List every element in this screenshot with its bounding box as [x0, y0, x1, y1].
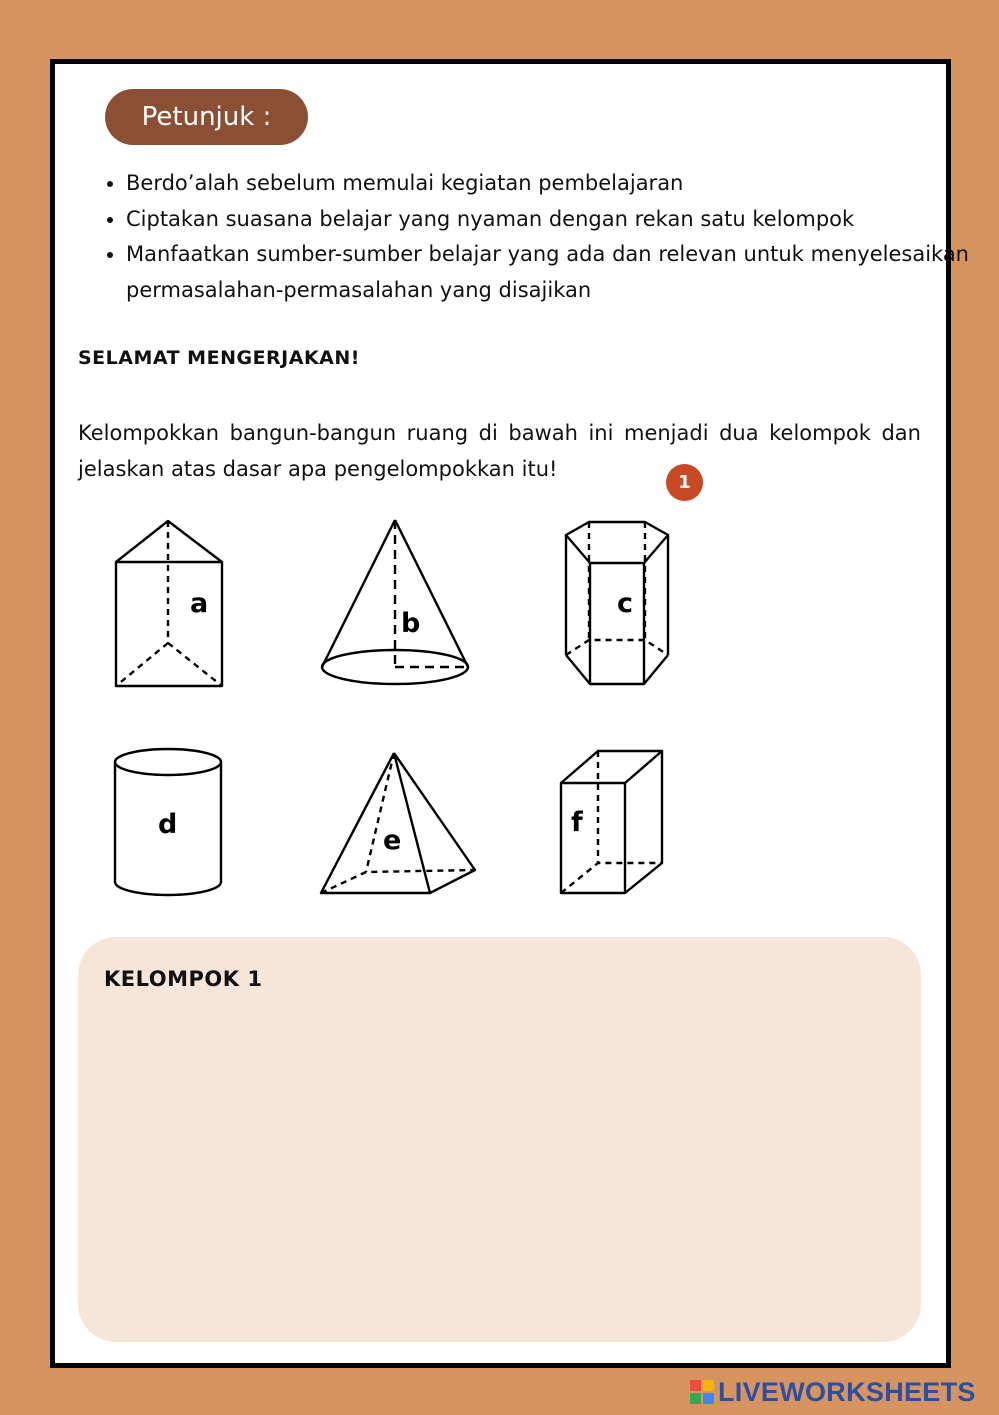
liveworksheets-logo-icon	[690, 1380, 714, 1404]
answer-box[interactable]	[78, 937, 921, 1342]
shape-label-b: b	[401, 608, 421, 639]
worksheet-page	[50, 59, 969, 1368]
instruction-item: • Manfaatkan sumber-sumber belajar yang ada dan relevan untuk menyelesaikan permasalahan-permasalahan yang disajikan	[126, 237, 969, 308]
shape-label-e: e	[383, 825, 402, 856]
question-number-badge: 1	[666, 464, 703, 501]
instruction-item: • Berdo’alah sebelum memulai kegiatan pembelajaran	[126, 166, 969, 202]
greeting-text: SELAMAT MENGERJAKAN!	[78, 347, 360, 369]
shape-label-a: a	[190, 588, 209, 619]
solid-figures	[55, 64, 946, 964]
task-text: Kelompokkan bangun-bangun ruang di bawah ini menjadi dua kelompok dan jelaskan atas dasar apa pengelompokkan itu!	[78, 421, 921, 481]
instructions-heading: Petunjuk :	[105, 89, 308, 145]
instruction-item: • Ciptakan suasana belajar yang nyaman dengan rekan satu kelompok	[126, 202, 969, 238]
shape-label-f: f	[571, 807, 583, 838]
answer-box-title: KELOMPOK 1	[104, 967, 263, 991]
pyramid-figure	[321, 753, 475, 893]
cone-figure	[322, 520, 468, 684]
watermark	[690, 1372, 976, 1412]
shape-label-c: c	[617, 588, 634, 619]
shape-label-d: d	[158, 809, 178, 840]
watermark-text: LIVEWORKSHEETS	[718, 1376, 976, 1407]
